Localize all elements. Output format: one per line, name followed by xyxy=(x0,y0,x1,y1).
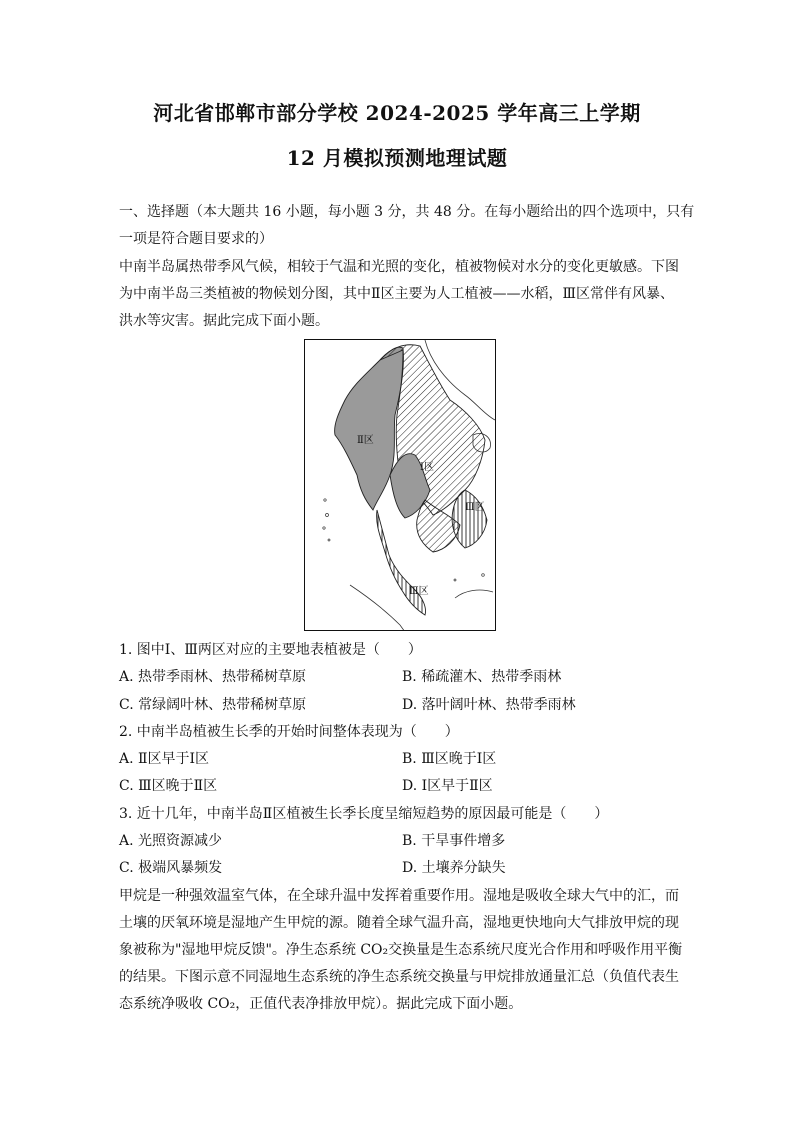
page-title-line1: 河北省邯郸市部分学校 2024-2025 学年高三上学期 xyxy=(153,101,641,125)
zone-2-label: Ⅱ区 xyxy=(357,435,374,446)
zone-3-label-south: Ⅲ区 xyxy=(409,586,429,597)
q3-option-a[interactable]: A. 光照资源减少 xyxy=(119,833,223,849)
question-3-stem: 3. 近十几年，中南半岛Ⅱ区植被生长季长度呈缩短趋势的原因最可能是（ ） xyxy=(119,806,609,822)
q2-option-b[interactable]: B. Ⅲ区晚于Ⅰ区 xyxy=(402,751,497,767)
zone-3-label-east: Ⅲ区 xyxy=(465,502,485,513)
q3-option-b[interactable]: B. 干旱事件增多 xyxy=(402,833,506,849)
page-title-line2: 12 月模拟预测地理试题 xyxy=(286,146,508,170)
q3-option-d[interactable]: D. 土壤养分缺失 xyxy=(402,860,506,876)
q1-option-c[interactable]: C. 常绿阔叶林、热带稀树草原 xyxy=(119,697,307,713)
passage1-line2: 为中南半岛三类植被的物候划分图，其中Ⅱ区主要为人工植被——水稻，Ⅲ区常伴有风暴、 xyxy=(119,286,675,302)
question-1-stem: 1. 图中Ⅰ、Ⅲ两区对应的主要地表植被是（ ） xyxy=(119,642,422,658)
q1-option-b[interactable]: B. 稀疏灌木、热带季雨林 xyxy=(402,669,562,685)
q1-option-d[interactable]: D. 落叶阔叶林、热带季雨林 xyxy=(402,697,576,713)
zone-1-label: Ⅰ区 xyxy=(420,462,434,473)
q1-option-a[interactable]: A. 热带季雨林、热带稀树草原 xyxy=(119,669,307,685)
zone-3-area-east xyxy=(452,490,487,548)
sumatra-coast xyxy=(350,585,405,631)
passage2-line3: 象被称为"湿地甲烷反馈"。净生态系统 CO₂交换量是生态系统尺度光合作用和呼吸作用平衡 xyxy=(119,942,683,958)
passage1-line3: 洪水等灾害。据此完成下面小题。 xyxy=(119,313,329,329)
q2-option-c[interactable]: C. Ⅲ区晚于Ⅱ区 xyxy=(119,778,218,794)
section-heading-line2: 一项是符合题目要求的） xyxy=(119,231,273,247)
passage1-line1: 中南半岛属热带季风气候，相较于气温和光照的变化，植被物候对水分的变化更敏感。下图 xyxy=(119,259,679,275)
passage2-line4: 的结果。下图示意不同湿地生态系统的净生态系统交换量与甲烷排放通量汇总（负值代表生 xyxy=(119,969,679,985)
passage2-line5: 态系统净吸收 CO₂，正值代表净排放甲烷）。据此完成下面小题。 xyxy=(119,996,523,1012)
q2-option-d[interactable]: D. Ⅰ区早于Ⅱ区 xyxy=(402,778,493,794)
q3-option-c[interactable]: C. 极端风暴频发 xyxy=(119,860,223,876)
question-2-stem: 2. 中南半岛植被生长季的开始时间整体表现为（ ） xyxy=(119,724,459,740)
indochina-vegetation-map xyxy=(304,339,496,631)
passage2-line1: 甲烷是一种强效温室气体，在全球升温中发挥着重要作用。湿地是吸收全球大气中的汇，而 xyxy=(119,888,679,904)
borneo-coast xyxy=(455,590,493,598)
passage2-line2: 土壤的厌氧环境是湿地产生甲烷的源。随着全球气温升高，湿地更快地向大气排放甲烷的现 xyxy=(119,915,679,931)
q2-option-a[interactable]: A. Ⅱ区早于Ⅰ区 xyxy=(119,751,210,767)
section-heading-line1: 一、选择题（本大题共 16 小题，每小题 3 分，共 48 分。在每小题给出的四个选项中，只有 xyxy=(119,204,695,220)
